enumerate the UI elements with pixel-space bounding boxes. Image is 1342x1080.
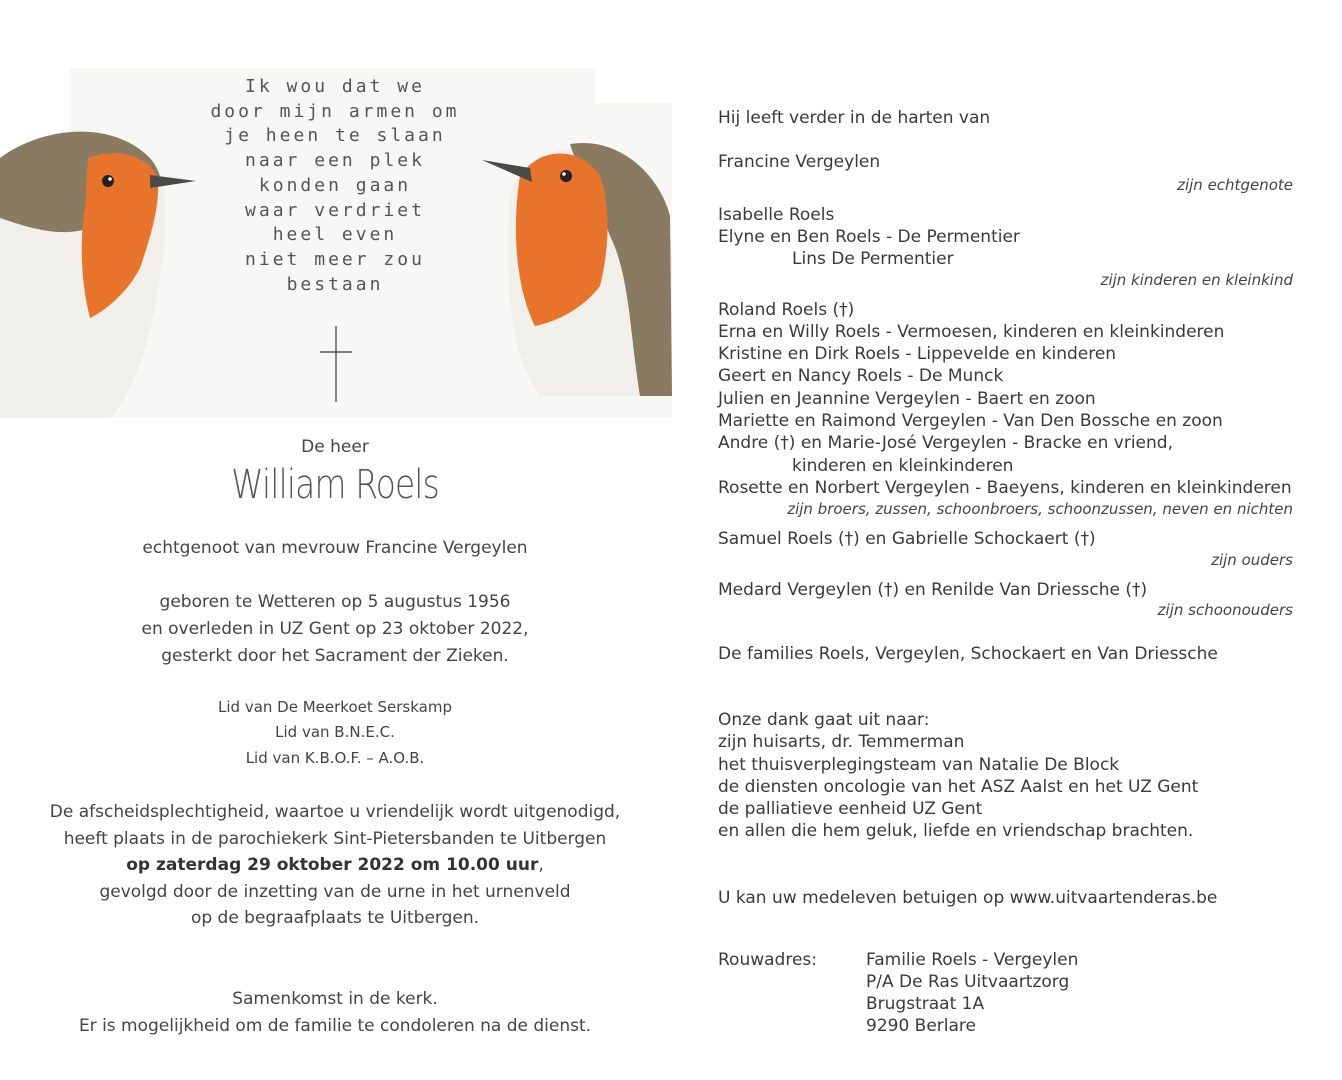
sibling: Mariette en Raimond Vergeylen - Van Den Bossche en zoon xyxy=(718,411,1223,431)
membership: Lid van B.N.E.C. xyxy=(275,723,395,741)
sibling-continued: kinderen en kleinkinderen xyxy=(792,456,1014,476)
poem-line: konden gaan xyxy=(258,174,412,196)
ceremony-line: De afscheidsplechtigheid, waartoe u vriendelijk wordt uitgenodigd, xyxy=(49,802,621,822)
ceremony-date: op zaterdag 29 oktober 2022 om 10.00 uur xyxy=(126,855,539,875)
membership: Lid van De Meerkoet Serskamp xyxy=(218,698,452,716)
gathering-line: Samenkomst in de kerk. xyxy=(232,989,438,1009)
thanks-line: Onze dank gaat uit naar: xyxy=(718,710,930,730)
sibling: Kristine en Dirk Roels - Lippevelde en kinderen xyxy=(718,344,1117,364)
address-line: Brugstraat 1A xyxy=(866,994,985,1014)
siblings-role: zijn broers, zussen, schoonbroers, schoonzussen, neven en nichten xyxy=(787,500,1293,518)
right-column xyxy=(718,0,1298,1080)
thanks-line: het thuisverplegingsteam van Natalie De Block xyxy=(718,755,1120,775)
poem-line: waar verdriet xyxy=(245,199,425,221)
poem-line: bestaan xyxy=(286,273,384,295)
sibling: Roland Roels (†) xyxy=(718,300,855,320)
sacrament-line: gesterkt door het Sacrament der Zieken. xyxy=(161,646,509,666)
poem-line: Ik wou dat we xyxy=(245,76,425,97)
poem-line: heel even xyxy=(272,224,398,246)
parents-role: zijn ouders xyxy=(1211,551,1293,569)
ceremony-line: gevolgd door de inzetting van de urne in het urnenveld xyxy=(99,882,571,902)
thanks-line: de palliatieve eenheid UZ Gent xyxy=(718,799,983,819)
poem xyxy=(200,75,470,297)
address-line: 9290 Berlare xyxy=(866,1016,976,1036)
robin-right-icon xyxy=(480,136,672,396)
ceremony-date-line: op zaterdag 29 oktober 2022 om 10.00 uur, xyxy=(126,855,544,875)
grandchild: Lins De Permentier xyxy=(792,249,954,269)
condolence-line: U kan uw medeleven betuigen op www.uitvaartenderas.be xyxy=(718,888,1218,908)
address-line: P/A De Ras Uitvaartzorg xyxy=(866,972,1070,992)
child: Elyne en Ben Roels - De Permentier xyxy=(718,227,1020,247)
ceremony-line: heeft plaats in de parochiekerk Sint-Pietersbanden te Uitbergen xyxy=(63,829,607,849)
birth-line: geboren te Wetteren op 5 augustus 1956 xyxy=(159,592,511,612)
thanks-line: en allen die hem geluk, liefde en vriendschap brachten. xyxy=(718,821,1194,841)
membership: Lid van K.B.O.F. – A.O.B. xyxy=(245,749,425,767)
address-label: Rouwadres: xyxy=(718,950,817,970)
robin-left-icon xyxy=(0,118,200,418)
intro: Hij leeft verder in de harten van xyxy=(718,108,991,128)
families: De families Roels, Vergeylen, Schockaert en Van Driessche xyxy=(718,644,1218,664)
inlaws: Medard Vergeylen (†) en Renilde Van Driessche (†) xyxy=(718,580,1148,600)
sibling: Julien en Jeannine Vergeylen - Baert en zoon xyxy=(718,389,1096,409)
cross-icon xyxy=(318,326,354,402)
sibling: Andre (†) en Marie-José Vergeylen - Bracke en vriend, xyxy=(718,433,1173,453)
sibling: Rosette en Norbert Vergeylen - Baeyens, kinderen en kleinkinderen xyxy=(718,478,1292,498)
ceremony-line: op de begraafplaats te Uitbergen. xyxy=(190,908,480,928)
poem-line: je heen te slaan xyxy=(224,125,446,147)
address-line: Familie Roels - Vergeylen xyxy=(866,950,1079,970)
sibling: Erna en Willy Roels - Vermoesen, kinderen en kleinkinderen xyxy=(718,322,1225,342)
gathering-line: Er is mogelijkheid om de familie te condoleren na de dienst. xyxy=(78,1016,592,1036)
thanks-line: de diensten oncologie van het ASZ Aalst en het UZ Gent xyxy=(718,777,1199,797)
thanks-line: zijn huisarts, dr. Temmerman xyxy=(718,732,965,752)
spouse-role: zijn echtgenote xyxy=(1177,176,1293,194)
death-line: en overleden in UZ Gent op 23 oktober 2022, xyxy=(141,619,529,639)
sibling: Geert en Nancy Roels - De Munck xyxy=(718,366,1004,386)
salutation: De heer xyxy=(301,437,369,457)
spouse-name: Francine Vergeylen xyxy=(718,152,881,172)
poem-line: naar een plek xyxy=(245,150,425,172)
poem-line: niet meer zou xyxy=(245,248,425,270)
children-role: zijn kinderen en kleinkind xyxy=(1100,271,1293,289)
deceased-name: William Roels xyxy=(231,462,439,508)
inlaws-role: zijn schoonouders xyxy=(1157,601,1293,619)
child: Isabelle Roels xyxy=(718,205,835,225)
poem-line: door mijn armen om xyxy=(210,100,460,122)
left-column xyxy=(0,0,670,1080)
parents: Samuel Roels (†) en Gabrielle Schockaert (†) xyxy=(718,529,1096,549)
spouse-line: echtgenoot van mevrouw Francine Vergeylen xyxy=(142,538,528,558)
